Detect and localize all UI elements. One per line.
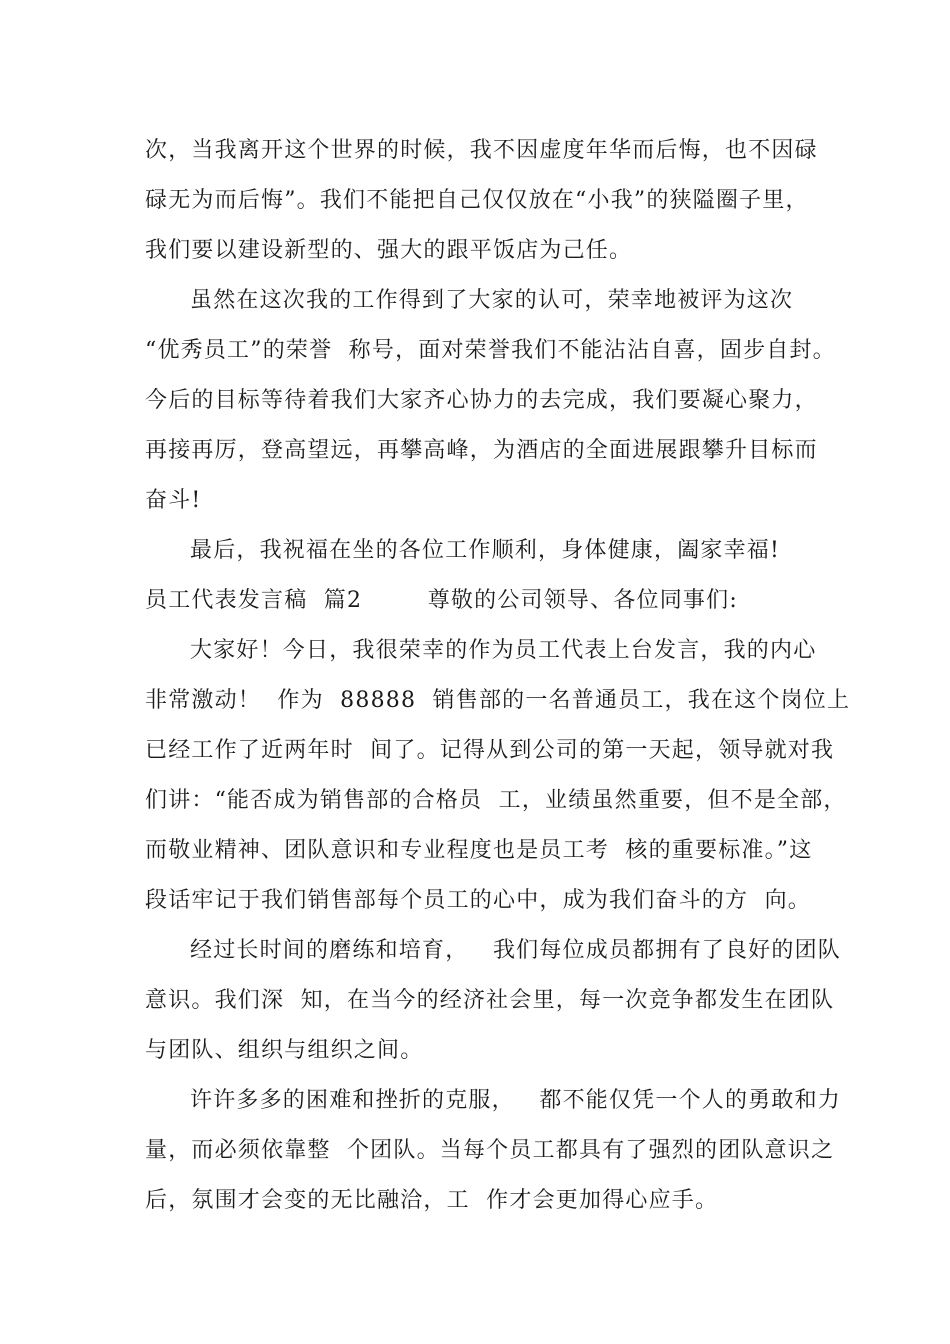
- text-line: 与团队、组织与组织之间。: [145, 1038, 424, 1063]
- text-line: 量，而必须依靠整 个团队。当每个员工都具有了强烈的团队意识之: [145, 1138, 835, 1163]
- text-line: 再接再厉，登高望远，再攀高峰，为酒店的全面进展跟攀升目标而: [145, 438, 818, 463]
- text-line: 们讲：“能否成为销售部的合格员 工，业绩虽然重要，但不是全部，: [145, 788, 847, 813]
- text-line: 后，氛围才会变的无比融洽，工 作才会更加得心应手。: [145, 1188, 719, 1213]
- paragraph-start-line: 经过长时间的磨练和培育， 我们每位成员都拥有了良好的团队: [190, 938, 841, 963]
- paragraph-start-line: 虽然在这次我的工作得到了大家的认可，荣幸地被评为这次: [190, 288, 794, 313]
- text-line: 而敬业精神、团队意识和专业程度也是员工考 核的重要标准。”这: [145, 838, 813, 863]
- paragraph-start-line: 许许多多的困难和挫折的克服， 都不能仅凭一个人的勇敢和力: [190, 1088, 841, 1113]
- text-line: 奋斗!: [145, 488, 202, 513]
- text-line: 我们要以建设新型的、强大的跟平饭店为己任。: [145, 238, 633, 263]
- text-line: 意识。我们深 知，在当今的经济社会里，每一次竞争都发生在团队: [145, 988, 835, 1013]
- section-heading-line: 员工代表发言稿 篇2 尊敬的公司领导、各位同事们:: [145, 588, 738, 613]
- text-line: 段话牢记于我们销售部每个员工的心中，成为我们奋斗的方 向。: [145, 888, 811, 913]
- text-line: 今后的目标等待着我们大家齐心协力的去完成，我们要凝心聚力，: [145, 388, 818, 413]
- paragraph-start-line: 大家好！今日，我很荣幸的作为员工代表上台发言，我的内心: [190, 638, 817, 663]
- text-line: 碌无为而后悔”。我们不能把自己仅仅放在“小我”的狭隘圈子里，: [145, 188, 809, 213]
- paragraph-start-line: 最后，我祝福在坐的各位工作顺利，身体健康，阖家幸福!: [190, 538, 781, 563]
- text-line: “优秀员工”的荣誉 称号，面对荣誉我们不能沾沾自喜，固步自封。: [145, 338, 836, 363]
- text-line: 次，当我离开这个世界的时候，我不因虚度年华而后悔，也不因碌: [145, 138, 818, 163]
- text-line: 已经工作了近两年时 间了。记得从到公司的第一天起，领导就对我: [145, 738, 835, 763]
- text-line: 非常激动！ 作为 88888 销售部的一名普通员工，我在这个岗位上: [145, 688, 851, 713]
